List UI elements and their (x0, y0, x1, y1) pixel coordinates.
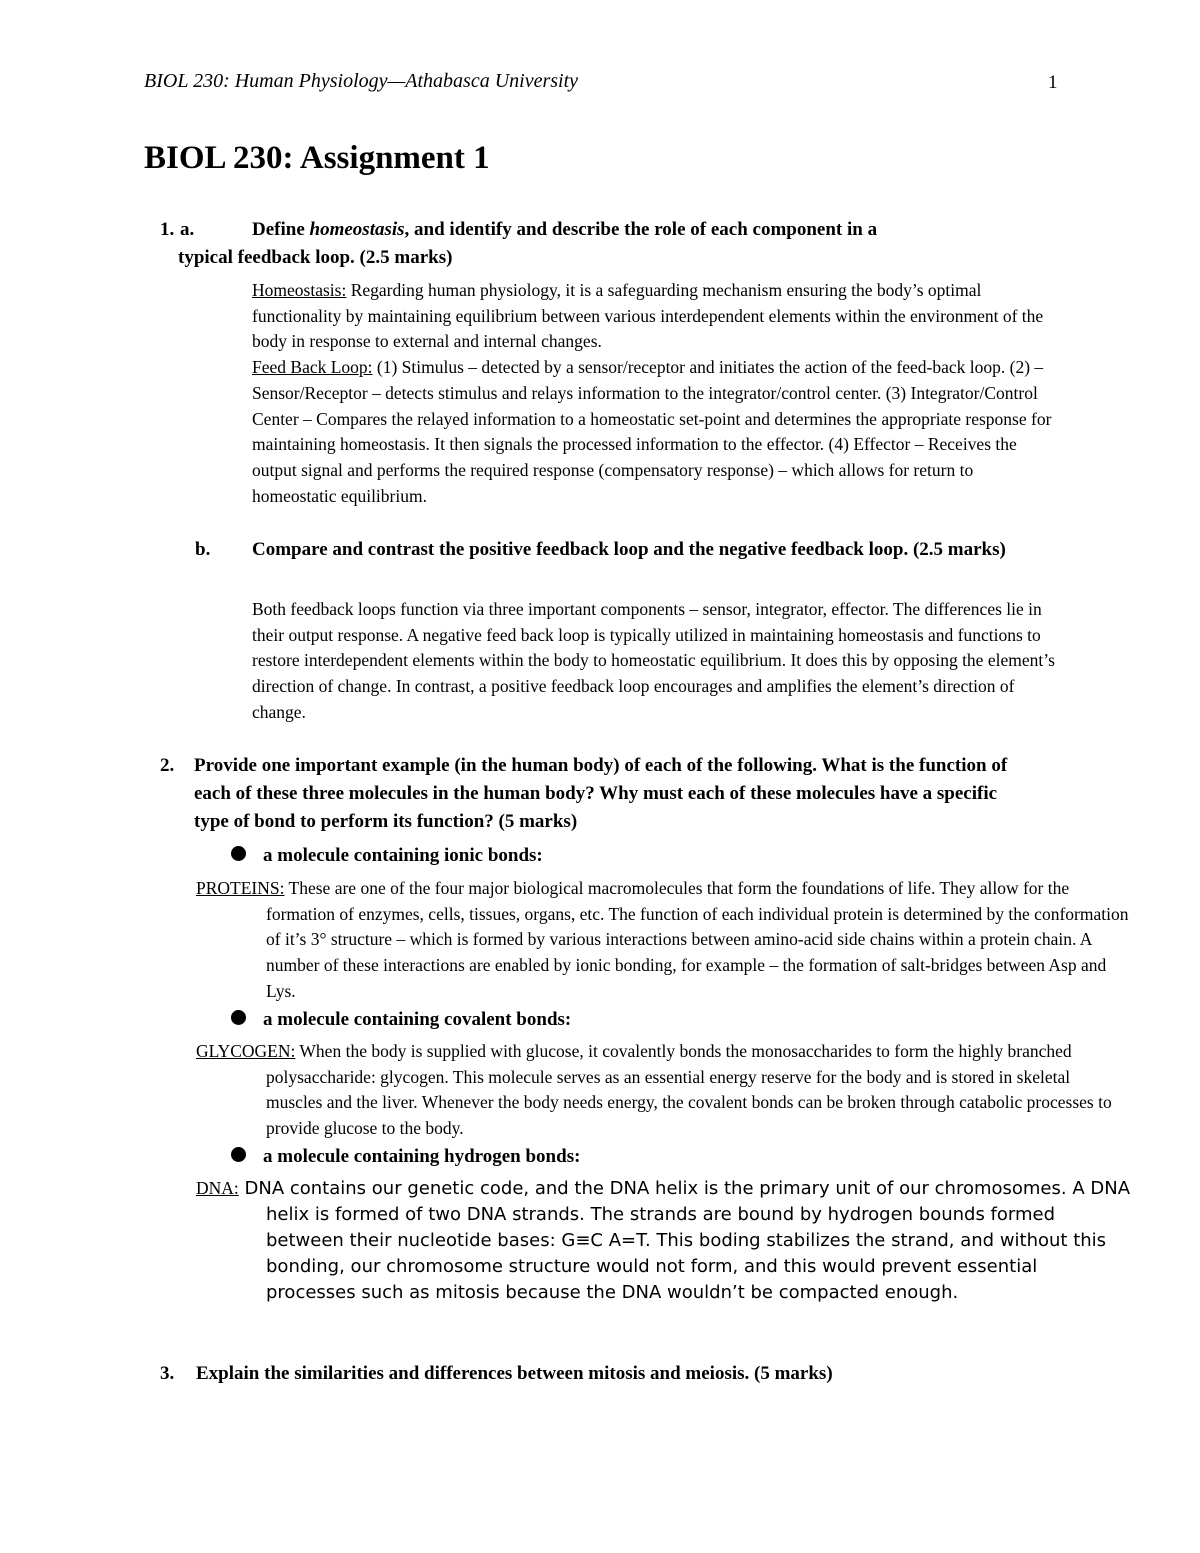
question-3-number: 3. (160, 1363, 175, 1384)
question-3-prompt: Explain the similarities and differences between mitosis and meiosis. (5 marks) (196, 1363, 833, 1384)
running-header: BIOL 230: Human Physiology—Athabasca University (144, 70, 579, 92)
bullet-hydrogen-label: a molecule containing hydrogen bonds: (263, 1146, 581, 1167)
answer-dna (196, 1176, 1130, 1306)
glycogen-label: GLYCOGEN: (196, 1041, 296, 1061)
question-1a-prompt-after: , and identify and describe the role of each component in a (404, 219, 878, 240)
feedback-loop-text: (1) Stimulus – detected by a sensor/receptor and initiates the action of the feed-back loop. (2) – Sensor/Receptor – detects stimulus and relays information to the integrator/control center. (3) Integrator/Control Center – Compares the relayed information to a homeostatic set-point and determines the appropriate response for maintaining homeostasis. It then signals the processed information to the effector. (4) Effector – Receives the output signal and performs the required response (compensatory response) – which allows for return to homeostatic equilibrium. (252, 357, 1052, 506)
page-number: 1 (1048, 72, 1058, 93)
bullet-ionic-label: a molecule containing ionic bonds: (263, 845, 543, 866)
bullet-dot-icon (231, 1147, 246, 1162)
proteins-label: PROTEINS: (196, 878, 285, 898)
dna-label: DNA: (196, 1178, 239, 1198)
answer-1a (252, 278, 1060, 509)
document-title: BIOL 230: Assignment 1 (144, 140, 490, 176)
question-1a-prompt-before: Define (252, 219, 310, 240)
question-2-number: 2. (160, 755, 175, 776)
question-1a-prompt (160, 216, 1060, 244)
bullet-dot-icon (231, 846, 246, 861)
homeostasis-text: Regarding human physiology, it is a safeguarding mechanism ensuring the body’s optimal functionality by maintaining equilibrium between various interdependent elements within the environment of the body in response to external and internal changes. (252, 280, 1044, 352)
answer-glycogen (196, 1039, 1130, 1142)
dna-text: DNA contains our genetic code, and the DNA helix is the primary unit of our chromosomes. A DNA helix is formed of two DNA strands. The strands are bound by hydrogen bounds formed between their nucleotide bases: G≡C A=T. This boding stabilizes the strand, and without this bonding, our chromosome structure would not form, and this would prevent essential processes such as mitosis because the DNA wouldn’t be compacted enough. (238, 1178, 1131, 1303)
bullet-hydrogen-bonds (231, 1143, 580, 1171)
question-1b-prompt: Compare and contrast the positive feedback loop and the negative feedback loop. (2.5 marks) (252, 539, 1006, 560)
bullet-covalent-bonds (231, 1006, 571, 1034)
question-2-prompt: Provide one important example (in the human body) of each of the following. What is the function of each of these three molecules in the human body? Why must each of these molecules have a specific type of bond to perform its function? (5 marks) (194, 755, 1008, 832)
answer-proteins (196, 876, 1130, 1005)
question-1a-letter: a. (180, 219, 195, 240)
question-1-number: 1. (160, 219, 175, 240)
homeostasis-definition (252, 278, 1060, 355)
question-1a-prompt-term: homeostasis (309, 219, 405, 240)
homeostasis-label: Homeostasis: (252, 280, 347, 300)
answer-1b: Both feedback loops function via three important components – sensor, integrator, effector. The differences lie in their output response. A negative feed back loop is typically utilized in maintaining homeostasis and functions to restore interdependent elements within the body to homeostatic equilibrium. It does this by opposing the element’s direction of change. In contrast, a positive feedback loop encourages and amplifies the element’s direction of change. (252, 599, 1055, 722)
bullet-ionic-bonds (231, 842, 543, 870)
bullet-covalent-label: a molecule containing covalent bonds: (263, 1009, 572, 1030)
proteins-text: These are one of the four major biological macromolecules that form the foundations of life. They allow for the formation of enzymes, cells, tissues, organs, etc. The function of each individual protein is determined by the conformation of it’s 3° structure – which is formed by various interactions between amino-acid side chains within a protein chain. A number of these interactions are enabled by ionic bonding, for example – the formation of salt-bridges between Asp and Lys. (266, 878, 1129, 1001)
bullet-dot-icon (231, 1010, 246, 1025)
feedback-loop-description (252, 355, 1060, 509)
glycogen-text: When the body is supplied with glucose, it covalently bonds the monosaccharides to form the highly branched polysaccharide: glycogen. This molecule serves as an essential energy reserve for the body and is stored in skeletal muscles and the liver. Whenever the body needs energy, the covalent bonds can be broken through catabolic processes to provide glucose to the body. (266, 1041, 1112, 1139)
feedback-loop-label: Feed Back Loop: (252, 357, 373, 378)
question-1b-letter: b. (195, 539, 211, 560)
question-1a-prompt-line2: typical feedback loop. (2.5 marks) (178, 247, 453, 268)
